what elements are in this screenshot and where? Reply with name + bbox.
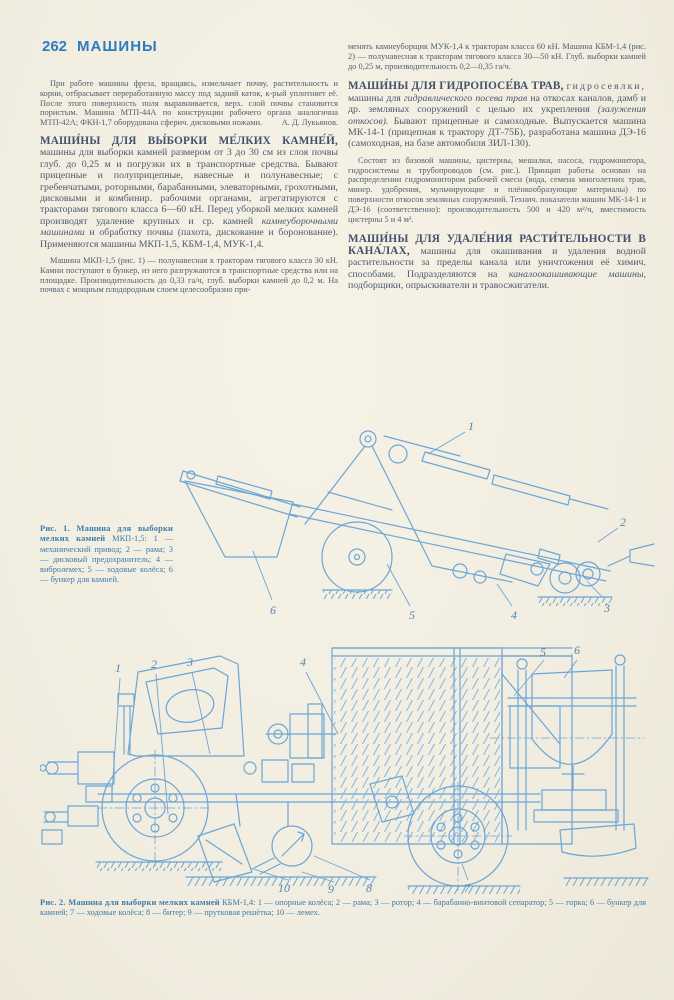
- article2-italic-1: гидравлического посева трав: [403, 92, 528, 104]
- figure1-caption-items: 1 — механический привод; 2 — рама; 3 — дисковый предохранитель; 4 — вибролемех; 5 — ходовые колёса; 6 — бункер для камней.: [40, 534, 173, 585]
- article2-petit-text: Состоят из базовой машины, цистерны, мешалки, насоса, гидромонитора, гидросистемы и трубопроводов (см. рис.). Принцип работы основан на распределении гидромонитором рабочей смеси (вода, семена многолетних трав, минер. удобрения, мульчирующие и плёнкообразующие материалы) по поверхности откосов земляных сооружений. Технич. показатели машин МК-14-1 и ДЭ-16 (соответственно): производительность 500 и 420 м²/ч, вместимость цистерны 5 и 4 м³.: [348, 155, 646, 224]
- right-column: [348, 42, 646, 291]
- figure2-caption: [40, 898, 646, 919]
- article1-petit-text: Машина МКП-1,5 (рис. 1) — полунавесная к тракторам тягового класса 30 кН. Камни поступают в бункер, из него разгружаются в транспортные средства или на площадке. Производительность до 0,33 га/ч, глуб. выборки камней до 0,2 м. На почвах с мощным плодородным слоем целесообразно при-: [40, 256, 338, 295]
- article3-text-2: , подборщики, опрыскиватели и травосжигатели.: [348, 268, 646, 292]
- figure1-label-2: 2: [620, 515, 626, 529]
- article2-heading: МАШИ́НЫ ДЛЯ ГИДРОПОСЕ́ВА ТРАВ,: [348, 80, 567, 93]
- article2-text-1: машины для: [348, 92, 404, 104]
- author-signature: А. Д. Лукьянов.: [281, 118, 338, 128]
- fig1-machine-outline: [180, 431, 654, 606]
- left-column: [40, 79, 338, 295]
- figure2-label-5: 5: [540, 645, 546, 659]
- page-number: 262: [42, 38, 68, 55]
- intro-paragraph: [40, 79, 338, 128]
- figure2-caption-model: КБМ-1,4:: [219, 898, 258, 907]
- article1-text: машины для выборки камней размером от 3 до 30 см из слоя почвы глуб. до 0,25 м и погрузки их в транспортные средства. Бывают прицепные и полуприцепные, навесные и полунавесные; с гребенчатыми, роторными, барабанными, элеваторными, грохотными, дисковыми и комбинир. рабочими органами, агрегатируются с тракторами тягового класса 6—60 кН. Перед уборкой мелких камней производят удаление крупных и ср. камней: [40, 147, 338, 227]
- figure1-label-6: 6: [270, 603, 276, 617]
- article3-italic-1: каналоокашивающие машины: [508, 268, 644, 280]
- article1-heading: МАШИ́НЫ ДЛЯ ВЫ́БОРКИ МЕ́ЛКИХ КАМНЕ́Й,: [40, 134, 338, 147]
- article3-heading: МАШИ́НЫ ДЛЯ УДАЛЕ́НИЯ РАСТИ́ТЕЛЬНОСТИ В КАНА́ЛАХ,: [348, 233, 646, 257]
- figure1-label-1: 1: [468, 419, 474, 433]
- figure1-caption: [40, 524, 173, 586]
- article2-term: гидросеялки,: [566, 81, 646, 93]
- article1-italic-term: камнеуборочными машинами: [40, 215, 338, 239]
- figure2-label-7: 7: [464, 881, 470, 894]
- figure2-label-4: 4: [300, 655, 306, 669]
- article2-italic-2: (залужения откосов).: [348, 104, 646, 127]
- figure2-label-1: 1: [115, 661, 121, 675]
- continuation-text: менять камнеуборщик МУК-1,4 к тракторам класса 60 кН. Машина КБМ-1,4 (рис. 2) — полунавесная к тракторам тягового класса 30—50 кН. Глуб. выборки камней до 0,25 м, производительность 0,2—0,35 га/ч.: [348, 42, 646, 71]
- figure1-drawing: [160, 414, 660, 636]
- running-title: МАШИНЫ: [77, 38, 158, 55]
- article2-text-3: Бывают прицепные и самоходные. Выпускается машина МК-14-1 (прицепная к трактору ДТ-75Б), разработана машина ДЭ-16 (самоходная, на базе автомобиля ЗИЛ-130).: [348, 115, 646, 150]
- intro-text: При работе машины фреза, вращаясь, измельчает почву, растительность и корни, отбрасывает переработанную массу под задний каток, к-рый уплотняет её. После этого поверхность поля выравнивается, верх. слой почвы становится пористым. Машина МТП-44А по конструкции рабочего органа аналогична МТП-42А; ФКН-1,7 оборудована сферич. дисковыми ножами.: [40, 79, 338, 128]
- article1-text-2: и обработку почвы (пахота, дискование и боронование). Применяются машины МКП-1,5, КБМ-1,4, МУК-1,4.: [40, 227, 338, 250]
- figure2-label-3: 3: [187, 655, 193, 669]
- figure1-caption-model: МКП-1,5:: [105, 534, 154, 544]
- figure2-label-9: 9: [328, 882, 334, 894]
- figure2-caption-title: Рис. 2. Машина для выборки мелких камней: [40, 898, 220, 907]
- article-hydroseeding-machines: [348, 81, 646, 149]
- figure2-label-6: 6: [574, 643, 580, 657]
- figure2-caption-items: 1 — опорные колёса; 2 — рама; 3 — ротор; 4 — барабанно-винтовой сепаратор; 5 — горка; 6 — бункер для камней; 7 — ходовые колёса; 8 — битер; 9 — прутковая решётка; 10 — лемех.: [40, 898, 646, 918]
- continuation-paragraph: [348, 42, 646, 71]
- article1-petit-paragraph: [40, 256, 338, 295]
- article2-text-2: на откосах каналов, дамб и др. земляных сооружений с целью их укрепления: [348, 92, 647, 116]
- figure2-label-8: 8: [366, 881, 372, 894]
- article-canal-vegetation-machines: [348, 234, 646, 291]
- running-header: [42, 38, 158, 55]
- article-small-stone-machines: [40, 136, 338, 250]
- figure1-label-3: 3: [604, 601, 610, 615]
- figure1-label-5: 5: [409, 608, 415, 622]
- fig1-leader-lines: [253, 432, 618, 606]
- figure1-label-4: 4: [511, 608, 517, 622]
- figure2-label-10: 10: [278, 881, 290, 894]
- article3-text-1: машины для окашивания и удаления водной растительности за пределы канала или уничтожения её химич. способами. Подразделяются на: [348, 245, 646, 280]
- figure2-label-2: 2: [151, 657, 157, 671]
- article2-petit-paragraph: [348, 156, 646, 225]
- figure2-drawing: [40, 634, 652, 894]
- figure1-caption-title: Рис. 1. Машина для выборки мелких камней: [40, 524, 173, 544]
- fig2-machine-outline: [40, 648, 648, 894]
